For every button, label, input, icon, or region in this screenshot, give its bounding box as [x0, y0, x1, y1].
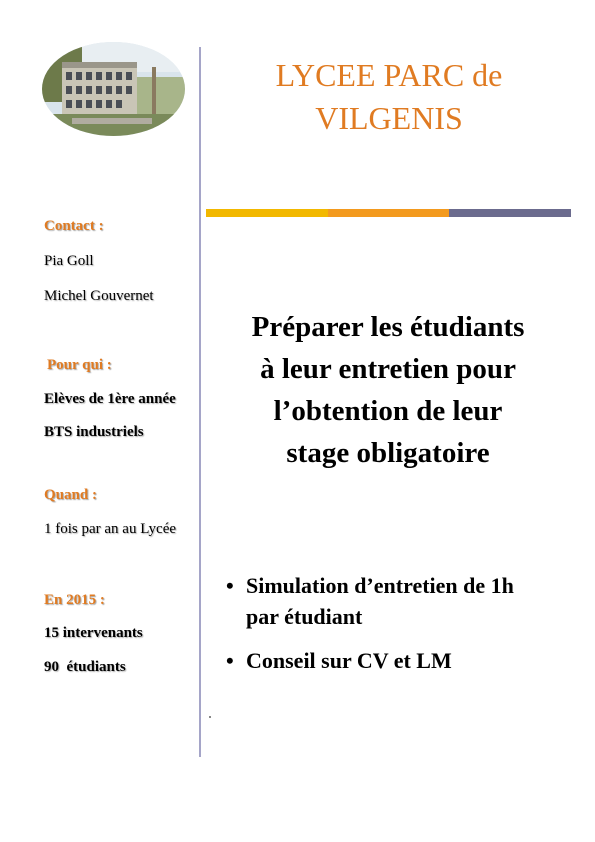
activity-item-text: Simulation d’entretien de 1h [246, 573, 514, 598]
audience-section [44, 356, 217, 441]
audience-line-1: Elèves de 1ère année [44, 391, 176, 407]
main-heading-line-2: à leur entretien pour [260, 353, 516, 385]
audience-heading: Pour qui : [47, 357, 112, 373]
activity-item-text: Conseil sur CV et LM [246, 648, 452, 673]
activity-item-simulation [226, 570, 571, 632]
stats-2015-section [44, 591, 214, 676]
stats-2015-line-1: 15 intervenants [44, 625, 143, 641]
bullet-icon: • [226, 648, 234, 673]
when-heading: Quand : [44, 487, 97, 503]
activity-item-cv [226, 645, 571, 676]
main-heading [210, 306, 566, 474]
audience-line-2: BTS industriels [44, 424, 144, 440]
rule-segment-orange [328, 209, 449, 217]
activity-item-text-cont: par étudiant [246, 604, 363, 629]
contact-name-1: Pia Goll [44, 253, 94, 269]
stats-2015-heading: En 2015 : [44, 592, 105, 608]
school-title [222, 54, 556, 140]
when-section [44, 486, 214, 538]
contact-section [44, 217, 214, 305]
main-heading-line-1: Préparer les étudiants [251, 311, 525, 343]
school-title-line2: VILGENIS [315, 100, 463, 136]
contact-name-2: Michel Gouvernet [44, 288, 154, 304]
main-heading-line-3: l’obtention de leur [273, 395, 503, 427]
rule-segment-yellow [206, 209, 328, 217]
contact-heading: Contact : [44, 218, 104, 234]
stats-2015-line-2: 90 étudiants [44, 659, 126, 675]
rule-segment-slate [449, 209, 571, 217]
school-title-line1: LYCEE PARC de [275, 57, 503, 93]
main-heading-line-4: stage obligatoire [286, 437, 490, 469]
stray-dot [209, 716, 211, 718]
when-line-1: 1 fois par an au Lycée [44, 521, 177, 537]
bullet-icon: • [226, 573, 234, 598]
activity-list [226, 570, 571, 689]
school-building-photo [42, 42, 185, 136]
